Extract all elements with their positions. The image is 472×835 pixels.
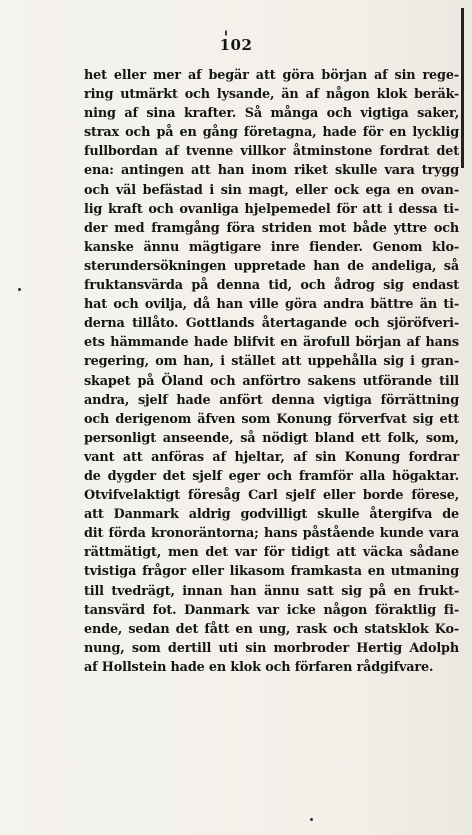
text-line: der med framgång föra striden mot både yttre och (84, 220, 459, 236)
text-line: ring utmärkt och lysande, än af någon klok beräk- (84, 87, 459, 103)
page-edge-rule (461, 8, 464, 168)
text-line: fruktansvärda på denna tid, och ådrog sig endast (84, 278, 459, 294)
text-line: tvistiga frågor eller likasom framkasta en utmaning (84, 564, 459, 580)
ink-speck (18, 288, 21, 291)
text-line: het eller mer af begär att göra början af sin rege- (84, 68, 459, 83)
text-line: ning af sina krafter. Så många och vigtiga saker, (84, 106, 459, 122)
text-line: nung, som dertill uti sin morbroder Hertig Adolph (84, 640, 459, 656)
text-line: sterundersökningen uppretade han de andeliga, så (84, 258, 459, 274)
ink-speck (310, 818, 313, 821)
text-line: fullbordan af tvenne villkor åtminstone fordrat det (84, 144, 459, 160)
text-line: ende, sedan det fått en ung, rask och statsklok Ko- (84, 621, 459, 637)
text-line: andra, sjelf hade anfört denna vigtiga förrättning (84, 392, 459, 408)
text-line: och väl befästad i sin magt, eller ock ega en ovan- (84, 182, 459, 198)
text-line: och derigenom äfven som Konung förverfvat sig ett (84, 411, 459, 427)
text-line: dit förda kronoräntorna; hans påstående kunde vara (84, 526, 459, 542)
text-line: skapet på Öland och anförtro sakens utförande till (84, 373, 459, 389)
text-line: ets hämmande hade blifvit en ärofull början af hans (84, 335, 459, 351)
text-line: lig kraft och ovanliga hjelpemedel för att i dessa ti- (84, 201, 459, 217)
text-line: vant att anföras af hjeltar, af sin Konung fordrar (84, 449, 459, 465)
text-line: tansvärd fot. Danmark var icke någon föraktlig fi- (84, 602, 459, 618)
text-line: af Hollstein hade en klok och förfaren rådgifvare. (84, 659, 434, 675)
text-line: regering, om han, i stället att uppehålla sig i gran- (84, 354, 459, 370)
ink-speck (225, 30, 227, 36)
body-text (84, 66, 459, 677)
text-line: de dygder det sjelf eger och framför alla högaktar. (84, 468, 459, 484)
text-line: derna tillåto. Gottlands återtagande och sjöröfveri- (84, 316, 459, 332)
text-line: Otvifvelaktigt föresåg Carl sjelf eller borde förese, (84, 488, 459, 504)
text-line: att Danmark aldrig godvilligt skulle återgifva de (84, 507, 459, 523)
text-line: ena: antingen att han inom riket skulle vara trygg (84, 163, 459, 179)
text-line: till tvedrägt, innan han ännu satt sig på en frukt- (84, 583, 459, 599)
page-number: 102 (219, 36, 253, 54)
text-line: rättmätigt, men det var för tidigt att väcka sådane (84, 545, 459, 561)
text-line: hat och ovilja, då han ville göra andra bättre än ti- (84, 297, 459, 313)
text-line: kanske ännu mägtigare inre fiender. Genom klo- (84, 239, 459, 255)
text-line: strax och på en gång företagna, hade för en lycklig (84, 125, 459, 141)
text-line: personligt anseende, så nödigt bland ett folk, som, (84, 430, 459, 446)
